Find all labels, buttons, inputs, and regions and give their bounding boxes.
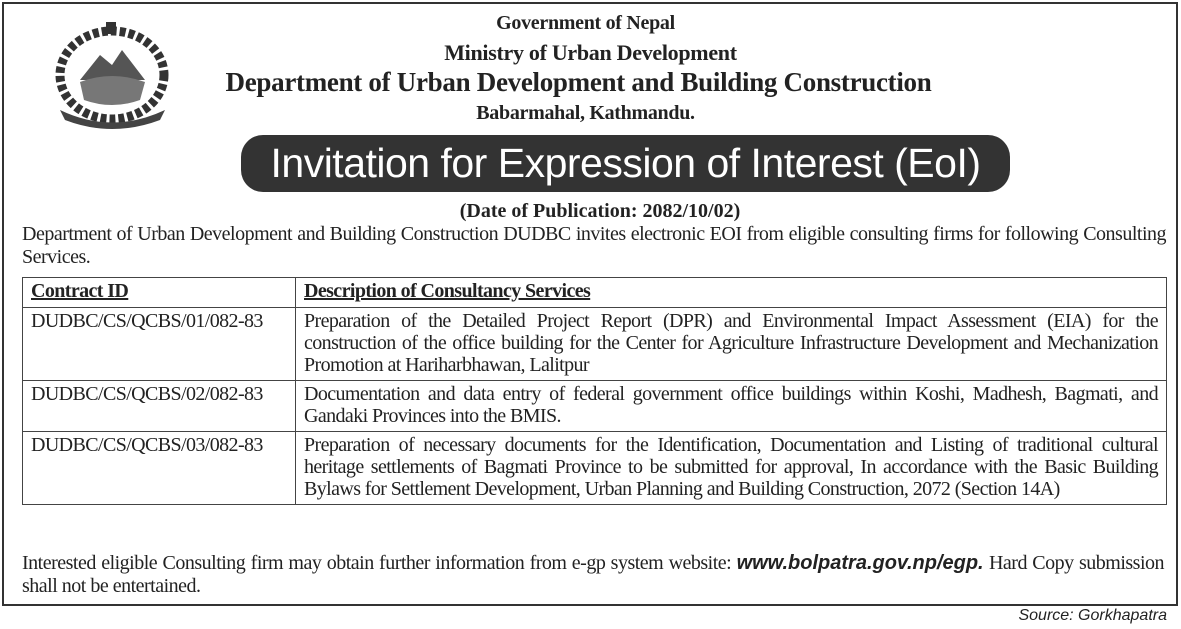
footer-paragraph xyxy=(22,552,1164,598)
table-row xyxy=(23,432,1167,505)
contract-id: DUDBC/CS/QCBS/03/082-83 xyxy=(23,432,296,505)
footer-text-before: Interested eligible Consulting firm may obtain further information from e-gp system website: xyxy=(22,552,737,574)
contract-id: DUDBC/CS/QCBS/01/082-83 xyxy=(23,308,296,381)
table-header-row xyxy=(23,278,1167,308)
intro-paragraph: Department of Urban Development and Building Construction DUDBC invites electronic EOI from eligible consulting firms for following Consulting Services. xyxy=(22,223,1166,268)
description: Preparation of necessary documents for the Identification, Documentation and Listing of traditional cultural heritage settlements of Bagmati Province to be submitted for approval, In accordance with the Basic Building Bylaws for Settlement Development, Urban Planning and Building Construction, 2072 (Section 14A) xyxy=(296,432,1167,505)
header-contract-id: Contract ID xyxy=(23,278,296,308)
header-department: Department of Urban Development and Building Construction xyxy=(225,67,932,97)
footer-text-after: Hard Copy submission shall not be entertained. xyxy=(22,552,1164,597)
egp-website-link[interactable]: www.bolpatra.gov.np/egp. xyxy=(736,552,984,574)
notice-title: Invitation for Expression of Interest (EoI) xyxy=(241,135,1010,192)
publication-date: (Date of Publication: 2082/10/02) xyxy=(459,200,741,222)
source-credit: Source: Gorkhapatra xyxy=(1018,607,1167,624)
table-row xyxy=(23,381,1167,432)
description: Preparation of the Detailed Project Report (DPR) and Environmental Impact Assessment (EIA) for the construction of the office building for the Center for Agriculture Infrastructure Development and Mechanization Promotion at Hariharbhawan, Lalitpur xyxy=(296,308,1167,381)
header-address: Babarmahal, Kathmandu. xyxy=(476,102,695,124)
description: Documentation and data entry of federal government office buildings within Koshi, Madhesh, Bagmati, and Gandaki Provinces into the BMIS. xyxy=(296,381,1167,432)
header-description: Description of Consultancy Services xyxy=(296,278,1167,308)
header-ministry: Ministry of Urban Development xyxy=(444,40,737,65)
header-government: Government of Nepal xyxy=(496,12,675,34)
contract-id: DUDBC/CS/QCBS/02/082-83 xyxy=(23,381,296,432)
consultancy-table xyxy=(22,277,1167,505)
table-row xyxy=(23,308,1167,381)
